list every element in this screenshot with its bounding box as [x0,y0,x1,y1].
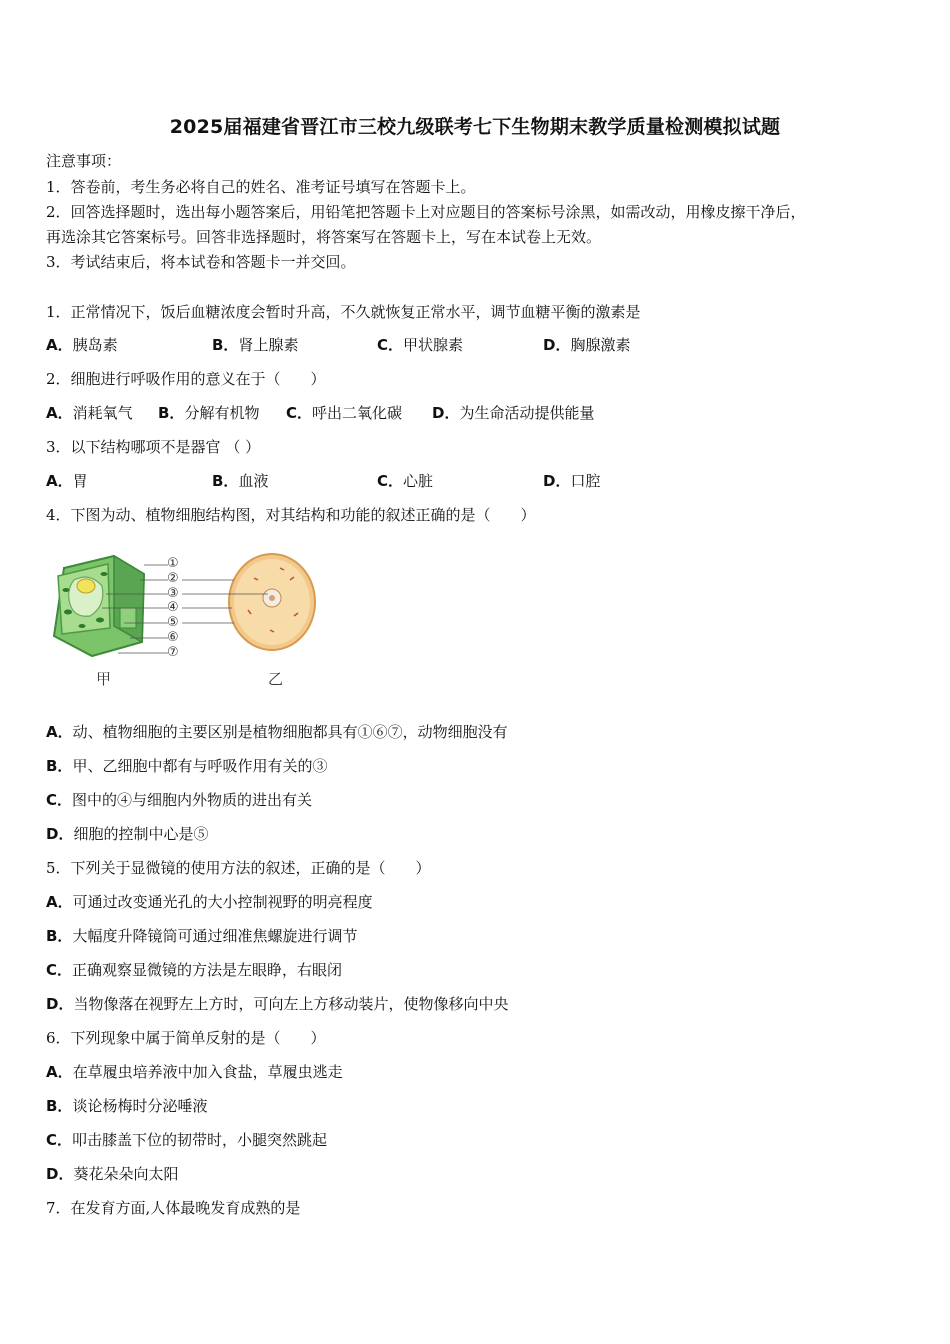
option-letter: B． [46,1097,73,1115]
option-letter: B． [158,404,185,422]
option-letter: A． [46,723,73,741]
option-text: 当物像落在视野左上方时，可向左上方移动装片，使物像移向中央 [73,995,509,1013]
marker-label: ⑥ [167,630,179,645]
option-text: 可通过改变通光孔的大小控制视野的明亮程度 [72,893,373,911]
option-letter: A． [46,1063,73,1081]
left-caption: 甲 [96,670,112,688]
option-letter: D． [543,472,571,490]
option-b[interactable] [212,335,298,355]
option-letter: C． [286,404,313,422]
question-stem: 1．正常情况下，饭后血糖浓度会暂时升高，不久就恢复正常水平，调节血糖平衡的激素是 [46,303,641,321]
question-stem: 6．下列现象中属于简单反射的是（ ） [46,1029,326,1047]
option-c[interactable] [377,335,463,355]
right-caption: 乙 [268,670,284,688]
option-d[interactable] [543,471,600,491]
option-text: 叩击膝盖下位的韧带时，小腿突然跳起 [72,1131,328,1149]
cell-diagram [44,550,334,700]
option-text: 动、植物细胞的主要区别是植物细胞都具有①⑥⑦，动物细胞没有 [72,723,508,741]
option-letter: D． [46,825,74,843]
page-title: 2025届福建省晋江市三校九级联考七下生物期末教学质量检测模拟试题 [169,116,781,138]
cell-diagram-svg [44,550,334,700]
option-letter: C． [46,1131,73,1149]
option-text: 谈论杨梅时分泌唾液 [72,1097,208,1115]
option-letter: B． [212,472,239,490]
option-a[interactable] [46,722,508,742]
option-a[interactable] [46,471,88,491]
option-c[interactable] [286,403,402,423]
option-c[interactable] [46,790,312,810]
option-letter: B． [46,927,73,945]
notice-item: 3．考试结束后，将本试卷和答题卡一并交回。 [46,253,356,271]
marker-label: ④ [167,600,179,615]
option-text: 为生命活动提供能量 [459,404,595,422]
option-b[interactable] [158,403,259,423]
notice-heading: 注意事项： [46,152,122,170]
marker-label: ⑦ [167,645,179,660]
option-text: 正确观察显微镜的方法是左眼睁，右眼闭 [72,961,343,979]
option-text: 胸腺激素 [570,336,631,354]
animal-cell [229,554,315,650]
option-text: 消耗氧气 [72,404,133,422]
option-letter: A． [46,472,73,490]
marker-label: ② [167,571,179,586]
option-letter: C． [377,336,404,354]
option-c[interactable] [46,960,342,980]
question-stem: 7．在发育方面,人体最晚发育成熟的是 [46,1199,301,1217]
option-text: 在草履虫培养液中加入食盐，草履虫逃走 [72,1063,343,1081]
option-letter: A． [46,336,73,354]
option-d[interactable] [46,1164,178,1184]
notice-item: 2．回答选择题时，选出每小题答案后，用铅笔把答题卡上对应题目的答案标号涂黑，如需改动，用橡皮擦干净后， [46,203,806,221]
notice-item: 再选涂其它答案标号。回答非选择题时，将答案写在答题卡上，写在本试卷上无效。 [46,228,602,246]
option-letter: A． [46,893,73,911]
marker-label: ③ [167,586,179,601]
option-text: 肾上腺素 [238,336,299,354]
option-letter: B． [46,757,73,775]
option-text: 呼出二氧化碳 [312,404,403,422]
option-d[interactable] [543,335,630,355]
option-letter: C． [46,791,73,809]
option-b[interactable] [46,926,357,946]
notice-item: 1．答卷前，考生务必将自己的姓名、准考证号填写在答题卡上。 [46,178,476,196]
option-text: 血液 [238,472,269,490]
option-text: 口腔 [570,472,601,490]
option-text: 大幅度升降镜筒可通过细准焦螺旋进行调节 [72,927,358,945]
option-b[interactable] [212,471,268,491]
option-text: 细胞的控制中心是⑤ [73,825,209,843]
option-letter: D． [46,1165,74,1183]
question-stem: 2．细胞进行呼吸作用的意义在于（ ） [46,370,326,388]
option-letter: C． [46,961,73,979]
plant-cell [54,556,144,656]
question-stem: 4．下图为动、植物细胞结构图，对其结构和功能的叙述正确的是（ ） [46,506,536,524]
option-a[interactable] [46,892,373,912]
question-stem: 5．下列关于显微镜的使用方法的叙述，正确的是（ ） [46,859,431,877]
option-a[interactable] [46,335,118,355]
option-letter: D． [432,404,460,422]
option-c[interactable] [46,1130,327,1150]
option-letter: A． [46,404,73,422]
option-text: 胰岛素 [72,336,118,354]
option-d[interactable] [46,994,508,1014]
option-text: 甲状腺素 [403,336,464,354]
option-text: 甲、乙细胞中都有与呼吸作用有关的③ [72,757,328,775]
option-d[interactable] [432,403,594,423]
option-text: 葵花朵朵向太阳 [73,1165,179,1183]
marker-label: ⑤ [167,615,179,630]
marker-label: ① [167,556,179,571]
option-c[interactable] [377,471,433,491]
option-letter: D． [46,995,74,1013]
option-text: 心脏 [403,472,434,490]
option-letter: B． [212,336,239,354]
option-a[interactable] [46,1062,343,1082]
option-text: 图中的④与细胞内外物质的进出有关 [72,791,313,809]
option-letter: C． [377,472,404,490]
option-d[interactable] [46,824,208,844]
option-a[interactable] [46,403,133,423]
option-text: 胃 [72,472,88,490]
option-text: 分解有机物 [184,404,260,422]
option-b[interactable] [46,756,327,776]
question-stem: 3．以下结构哪项不是器官 （ ） [46,438,261,456]
option-letter: D． [543,336,571,354]
option-b[interactable] [46,1096,207,1116]
